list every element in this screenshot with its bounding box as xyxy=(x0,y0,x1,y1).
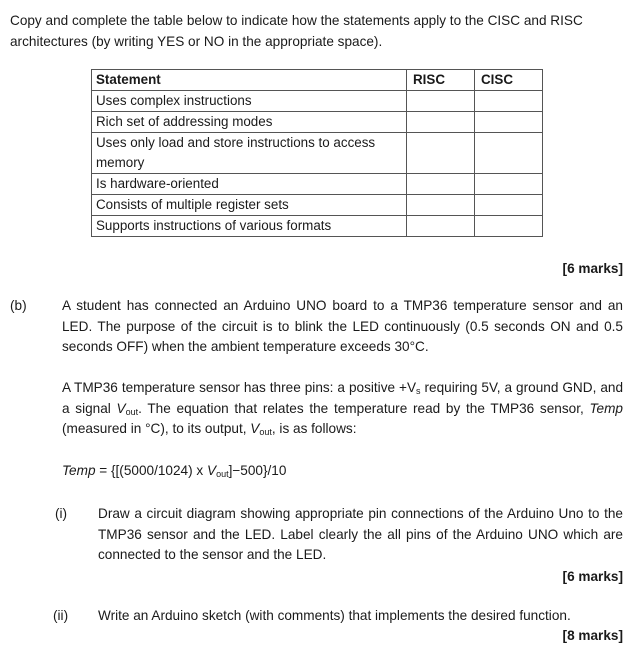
vout-symbol: V xyxy=(116,400,126,416)
statement-line: Uses only load and store instructions to access xyxy=(96,135,376,150)
cisc-answer-cell[interactable] xyxy=(475,195,543,216)
table-row xyxy=(92,91,543,112)
header-risc: RISC xyxy=(407,70,475,91)
para2-text: (measured in °C), to its output, xyxy=(62,421,251,436)
table-row xyxy=(92,133,543,174)
risc-cisc-table xyxy=(91,69,543,237)
table-row xyxy=(92,174,543,195)
part-i-label: (i) xyxy=(55,506,68,521)
part-i-text: Draw a circuit diagram showing appropriate pin connections of the Arduino Uno to the TMP36 sensor and the LED. Label clearly the all pins of the Arduino UNO which are connected to the sensor and the LED. xyxy=(98,506,623,562)
header-cisc: CISC xyxy=(475,70,543,91)
statement-cell xyxy=(92,133,407,174)
cisc-answer-cell[interactable] xyxy=(475,133,543,174)
part-ii-label: (ii) xyxy=(53,608,69,623)
header-statement: Statement xyxy=(92,70,407,91)
para2-text: . The equation that relates the temperature read by the TMP36 sensor, xyxy=(138,400,590,416)
vs-subscript: s xyxy=(416,386,421,396)
temperature-equation xyxy=(62,461,286,482)
temp-symbol: Temp xyxy=(589,400,623,416)
intro-line-2: architectures (by writing YES or NO in the appropriate space). xyxy=(10,33,383,49)
para2-text: A TMP36 temperature sensor has three pins: a positive +V xyxy=(62,380,417,395)
part-ii-text: Write an Arduino sketch (with comments) that implements the desired function. xyxy=(98,608,571,623)
risc-answer-cell[interactable] xyxy=(407,112,475,133)
table-row xyxy=(92,195,543,216)
risc-answer-cell[interactable] xyxy=(407,195,475,216)
table-row xyxy=(92,216,543,237)
part-b-paragraph-2 xyxy=(62,378,623,440)
vout-symbol: V xyxy=(250,421,260,436)
table-row xyxy=(92,112,543,133)
cisc-answer-cell[interactable] xyxy=(475,174,543,195)
table-header-row xyxy=(92,70,543,91)
intro-line-1: Copy and complete the table below to indicate how the statements apply to the CISC and RISC xyxy=(10,13,583,28)
statement-cell: Uses complex instructions xyxy=(92,91,407,112)
risc-answer-cell[interactable] xyxy=(407,174,475,195)
statement-cell: Consists of multiple register sets xyxy=(92,195,407,216)
risc-answer-cell[interactable] xyxy=(407,216,475,237)
para2-text: requiring 5V, a ground GND, and a signal xyxy=(62,380,624,416)
cisc-answer-cell[interactable] xyxy=(475,216,543,237)
vout-subscript: out xyxy=(125,406,139,417)
vout-subscript: out xyxy=(259,427,272,437)
marks-part-i: [6 marks] xyxy=(562,569,623,584)
formula-text: ]−500}/10 xyxy=(228,463,287,478)
question-intro xyxy=(10,11,628,52)
statement-line: memory xyxy=(96,155,145,170)
statement-cell: Supports instructions of various formats xyxy=(92,216,407,237)
risc-answer-cell[interactable] xyxy=(407,91,475,112)
part-b-label: (b) xyxy=(10,298,27,313)
statement-cell: Rich set of addressing modes xyxy=(92,112,407,133)
para2-text: , is as follows: xyxy=(271,421,357,436)
risc-answer-cell[interactable] xyxy=(407,133,475,174)
formula-text: = {[(5000/1024) x xyxy=(95,463,207,478)
cisc-answer-cell[interactable] xyxy=(475,91,543,112)
marks-part-ii: [8 marks] xyxy=(562,628,623,643)
vout-subscript: out xyxy=(216,469,229,479)
statement-cell: Is hardware-oriented xyxy=(92,174,407,195)
part-b-paragraph-1: A student has connected an Arduino UNO board to a TMP36 temperature sensor and an LED. The purpose of the circuit is to blink the LED continuously (0.5 seconds ON and 0.5 seconds OFF) when the ambient temperature exceeds 30°C. xyxy=(62,298,623,354)
marks-part-a: [6 marks] xyxy=(562,261,623,276)
formula-temp: Temp xyxy=(62,463,96,478)
cisc-answer-cell[interactable] xyxy=(475,112,543,133)
vout-symbol: V xyxy=(206,463,217,478)
